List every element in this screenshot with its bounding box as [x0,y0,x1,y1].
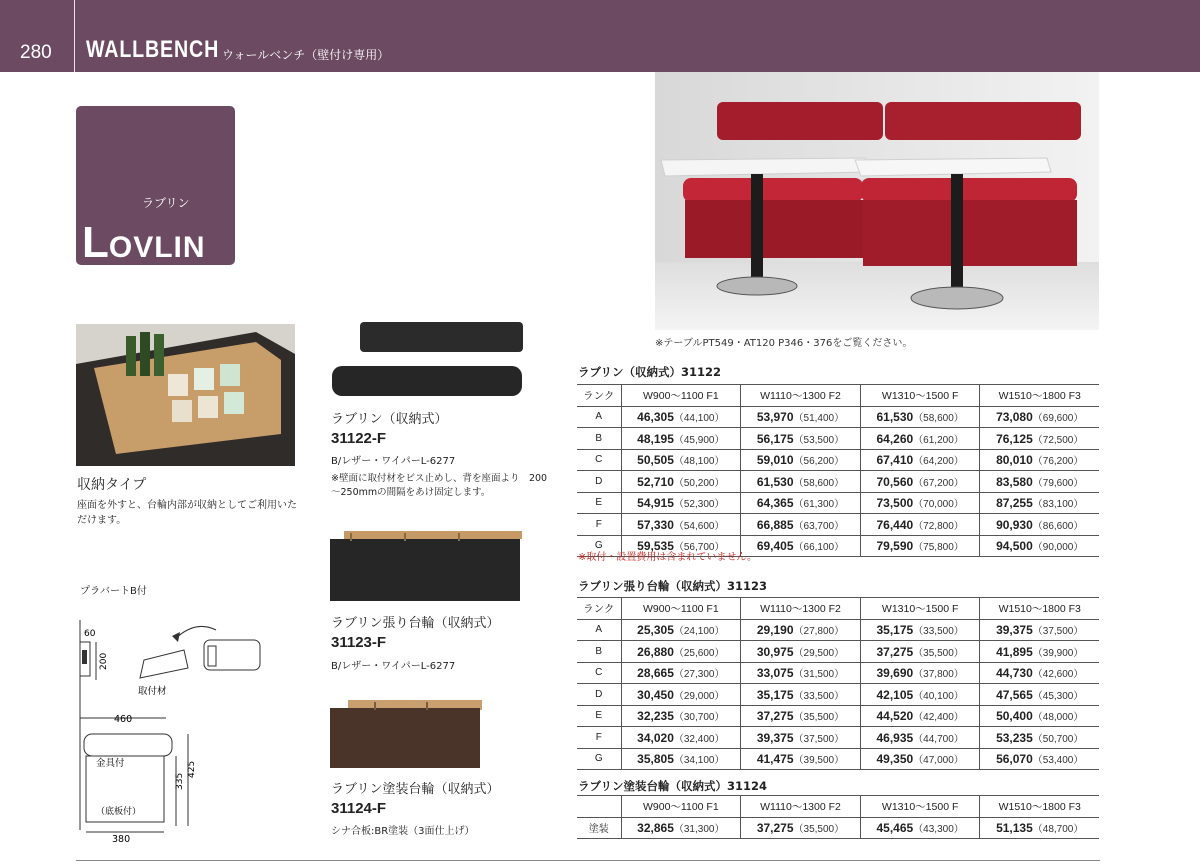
table1-head-col4: W1510～1800 F3 [980,385,1099,407]
price-cell: 48,195（45,900） [621,428,741,450]
price-cell: 73,080（69,600） [980,406,1099,428]
table2-header-row [577,598,1099,620]
table3-title: ラブリン塗装台輪（収納式）31124 [578,779,768,793]
item-31122-name: ラブリン（収納式） [331,412,448,427]
price-cell: 76,125（72,500） [980,428,1099,450]
table1-header-row [577,385,1099,407]
table2-price-table [577,597,1099,770]
price-cell: 35,805（34,100） [621,748,741,770]
rank-cell: G [577,535,621,557]
table-row [577,471,1099,493]
price-cell: 56,175（53,500） [741,428,861,450]
price-cell: 50,400（48,000） [980,705,1099,727]
rank-cell: D [577,684,621,706]
price-cell: 29,190（27,800） [741,619,861,641]
table-row [577,705,1099,727]
price-cell: 41,475（39,500） [741,748,861,770]
table3-head-col4: W1510～1800 F3 [980,796,1099,818]
table3-header-row [577,796,1099,818]
price-cell: 46,935（44,700） [860,727,980,749]
wallbench-photo-illustration [655,72,1099,330]
table-row [577,748,1099,770]
table1-head-col2: W1110～1300 F2 [741,385,861,407]
price-cell: 37,275（35,500） [860,641,980,663]
bottom-board-label: （底板付） [96,807,142,817]
price-cell: 42,105（40,100） [860,684,980,706]
table-row [577,428,1099,450]
item-31123-spec: B/レザー・ワイパーL-6277 [331,661,456,672]
price-cell: 53,970（51,400） [741,406,861,428]
price-cell: 76,440（72,800） [860,514,980,536]
price-cell: 61,530（58,600） [860,406,980,428]
table-row [577,641,1099,663]
page-number: 280 [20,42,52,63]
hardware-label: 金具付 [96,758,125,769]
price-cell: 70,560（67,200） [860,471,980,493]
hero-photo [655,72,1099,330]
price-cell: 52,710（50,200） [621,471,741,493]
storage-photo [76,324,295,466]
table3-head-col1: W900～1100 F1 [621,796,741,818]
table1-head-col1: W900～1100 F1 [621,385,741,407]
series-subtitle: ウォールベンチ（壁付け専用） [222,48,390,62]
storage-interior-illustration [76,324,295,466]
price-cell: 28,665（27,300） [621,662,741,684]
rank-cell: D [577,471,621,493]
table-row [577,492,1099,514]
price-cell: 46,305（44,100） [621,406,741,428]
product-kana: ラブリン [142,196,190,210]
price-cell: 64,365（61,300） [741,492,861,514]
price-cell: 69,405（66,100） [741,535,861,557]
table2-head-col1: W900～1100 F1 [621,598,741,620]
table2-head-col2: W1110～1300 F2 [741,598,861,620]
table-row [577,817,1099,839]
item-31122-note: ※壁面に取付材をビス止めし、背を座面より 200～250mmの間隔をあけ固定します。 [331,473,548,498]
table-row [577,514,1099,536]
table1-head-col3: W1310～1500 F [860,385,980,407]
item-31123-code: 31123-F [331,634,387,651]
rank-cell: C [577,449,621,471]
price-cell: 53,235（50,700） [980,727,1099,749]
table3-price-table [577,795,1099,839]
price-cell: 47,565（45,300） [980,684,1099,706]
price-cell: 41,895（39,900） [980,641,1099,663]
item-31124-spec: シナ合板:BR塗装（3面仕上げ） [331,826,475,837]
rank-cell: G [577,748,621,770]
rank-cell: A [577,619,621,641]
hero-note: ※テーブルPT549・AT120 P346・376をご覧ください。 [655,338,913,349]
price-cell: 44,520（42,400） [860,705,980,727]
rank-cell: E [577,492,621,514]
price-cell: 26,880（25,600） [621,641,741,663]
price-cell: 37,275（35,500） [741,705,861,727]
price-cell: 45,465（43,300） [860,817,980,839]
rank-cell: B [577,641,621,663]
rank-cell: A [577,406,621,428]
rank-cell: F [577,514,621,536]
table3-head-col2: W1110～1300 F2 [741,796,861,818]
dim-60: 60 [84,629,96,639]
rank-cell: B [577,428,621,450]
price-cell: 39,375（37,500） [980,619,1099,641]
price-cell: 83,580（79,600） [980,471,1099,493]
price-cell: 59,535（56,700） [621,535,741,557]
dim-460: 460 [114,714,133,725]
price-cell: 30,450（29,000） [621,684,741,706]
storage-description: 座面を外すと、台輪内部が収納としてご利用いただけます。 [77,500,297,526]
product-name-rest: OVLIN [108,231,206,264]
table2-head-rank: ランク [577,598,621,620]
product-title-tile [76,106,235,265]
dim-335: 335 [175,772,185,790]
price-cell: 56,070（53,400） [980,748,1099,770]
price-cell: 39,690（37,800） [860,662,980,684]
table-row [577,727,1099,749]
dim-200: 200 [99,652,109,670]
table1-price-table [577,384,1099,557]
price-cell: 54,915（52,300） [621,492,741,514]
table-row [577,449,1099,471]
diagram-bracket-label: プラバートB付 [80,586,147,597]
header-divider [74,0,75,72]
price-cell: 35,175（33,500） [860,619,980,641]
price-cell: 66,885（63,700） [741,514,861,536]
price-cell: 50,505（48,100） [621,449,741,471]
item-31122-spec: B/レザー・ワイパーL-6277 [331,456,456,467]
price-cell: 44,730（42,600） [980,662,1099,684]
price-cell: 37,275（35,500） [741,817,861,839]
price-cell: 30,975（29,500） [741,641,861,663]
table2-head-col4: W1510～1800 F3 [980,598,1099,620]
table-row [577,619,1099,641]
table-row [577,662,1099,684]
price-cell: 39,375（37,500） [741,727,861,749]
price-cell: 49,350（47,000） [860,748,980,770]
table1-title: ラブリン（収納式）31122 [578,365,722,379]
price-cell: 94,500（90,000） [980,535,1099,557]
table2-head-col3: W1310～1500 F [860,598,980,620]
price-cell: 33,075（31,500） [741,662,861,684]
series-title: WALLBENCH [86,36,220,63]
dimension-diagram [76,580,326,850]
product-name-initial: L [82,218,109,267]
item-31123-image [330,531,522,603]
install-cost-note: ※取付・設置費用は含まれていません。 [578,552,757,563]
table-row [577,406,1099,428]
price-cell: 67,410（64,200） [860,449,980,471]
rank-cell: C [577,662,621,684]
bottom-rule [76,860,1100,861]
price-cell: 32,865（31,300） [621,817,741,839]
product-name [82,218,206,268]
price-cell: 57,330（54,600） [621,514,741,536]
price-cell: 32,235（30,700） [621,705,741,727]
price-cell: 25,305（24,100） [621,619,741,641]
item-31124-code: 31124-F [331,800,387,817]
price-cell: 51,135（48,700） [980,817,1099,839]
item-31122-code: 31122-F [331,430,387,447]
price-cell: 87,255（83,100） [980,492,1099,514]
price-cell: 35,175（33,500） [741,684,861,706]
table2-title: ラブリン張り台輪（収納式）31123 [578,579,768,593]
table3-head-blank [577,796,621,818]
price-cell: 64,260（61,200） [860,428,980,450]
rank-cell: 塗装 [577,817,621,839]
rank-cell: F [577,727,621,749]
price-cell: 79,590（75,800） [860,535,980,557]
price-cell: 59,010（56,200） [741,449,861,471]
dim-425: 425 [187,760,197,778]
price-cell: 34,020（32,400） [621,727,741,749]
price-cell: 90,930（86,600） [980,514,1099,536]
storage-title: 収納タイプ [77,477,147,493]
item-31122-image [330,322,525,402]
table3-head-col3: W1310～1500 F [860,796,980,818]
table1-head-rank: ランク [577,385,621,407]
rank-cell: E [577,705,621,727]
price-cell: 61,530（58,600） [741,471,861,493]
item-31124-image [330,700,482,770]
price-cell: 73,500（70,000） [860,492,980,514]
fitting-label: 取付材 [138,686,167,697]
dim-380: 380 [112,834,131,845]
price-cell: 80,010（76,200） [980,449,1099,471]
item-31123-name: ラブリン張り台輪（収納式） [331,616,500,631]
page-header [0,0,1200,72]
table-row [577,684,1099,706]
item-31124-name: ラブリン塗装台輪（収納式） [331,782,500,797]
